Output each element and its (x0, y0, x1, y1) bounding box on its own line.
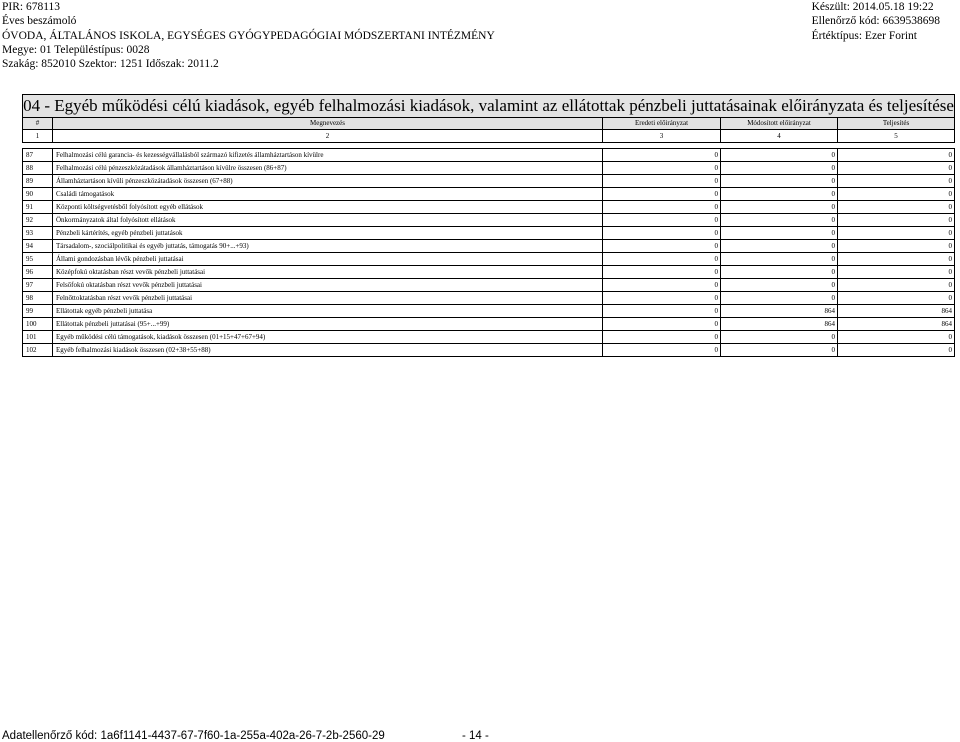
row-modified-value: 0 (721, 344, 838, 357)
row-original-value: 0 (603, 162, 721, 175)
row-original-value: 0 (603, 227, 721, 240)
row-modified-value: 0 (721, 201, 838, 214)
row-modified-value: 0 (721, 149, 838, 162)
row-modified-value: 0 (721, 266, 838, 279)
pir-id: PIR: 678113 (2, 1, 61, 13)
row-modified-value: 0 (721, 162, 838, 175)
row-number: 90 (23, 188, 53, 201)
row-number: 98 (23, 292, 53, 305)
row-modified-value: 0 (721, 227, 838, 240)
report-header-right (812, 0, 940, 43)
table-row (23, 162, 955, 175)
row-number: 94 (23, 240, 53, 253)
row-performance-value: 0 (838, 175, 955, 188)
column-index: 3 (603, 130, 721, 143)
row-modified-value: 864 (721, 305, 838, 318)
row-performance-value: 0 (838, 331, 955, 344)
table-row (23, 344, 955, 357)
row-number: 101 (23, 331, 53, 344)
value-type: Értéktípus: Ezer Forint (811, 29, 917, 42)
row-modified-value: 864 (721, 318, 838, 331)
row-name: Felhalmozási célú garancia- és kezességvállalásból származó kifizetés államháztartáson kívülre (53, 149, 603, 162)
row-number: 100 (23, 318, 53, 331)
row-number: 93 (23, 227, 53, 240)
row-performance-value: 0 (838, 162, 955, 175)
row-original-value: 0 (603, 292, 721, 305)
table-row (23, 201, 955, 214)
report-type: Éves beszámoló (2, 15, 77, 28)
row-name: Egyéb felhalmozási kiadások összesen (02+38+55+88) (53, 344, 603, 357)
report-table (22, 94, 955, 357)
row-number: 91 (23, 201, 53, 214)
row-performance-value: 0 (838, 253, 955, 266)
table-row (23, 266, 955, 279)
row-name: Felsőfokú oktatásban részt vevők pénzbeli juttatásai (53, 279, 603, 292)
column-index: 5 (838, 130, 955, 143)
table-row (23, 175, 955, 188)
row-performance-value: 0 (838, 344, 955, 357)
row-name: Középfokú oktatásban részt vevők pénzbeli juttatásai (53, 266, 603, 279)
created-date: Készült: 2014.05.18 19:22 (811, 1, 934, 13)
sector-info: Szakág: 852010 Szektor: 1251 Időszak: 2011.2 (2, 58, 219, 71)
row-name: Ellátottak egyéb pénzbeli juttatása (53, 305, 603, 318)
row-number: 96 (23, 266, 53, 279)
row-number: 88 (23, 162, 53, 175)
row-modified-value: 0 (721, 175, 838, 188)
table-row (23, 253, 955, 266)
row-original-value: 0 (603, 331, 721, 344)
row-number: 95 (23, 253, 53, 266)
table-title: 04 - Egyéb működési célú kiadások, egyéb felhalmozási kiadások, valamint az ellátottak pénzbeli juttatásainak előirányzata és teljesítése (23, 95, 955, 118)
column-header-modified: Módosított előirányzat (721, 118, 838, 130)
column-header-name: Megnevezés (53, 118, 603, 130)
row-performance-value: 864 (838, 318, 955, 331)
row-name: Önkormányzatok által folyósított ellátások (53, 214, 603, 227)
row-performance-value: 0 (838, 214, 955, 227)
row-performance-value: 0 (838, 240, 955, 253)
report-header-left (2, 0, 495, 71)
page-number: - 14 - (462, 730, 489, 742)
institution-name: ÓVODA, ÁLTALÁNOS ISKOLA, EGYSÉGES GYÓGYPEDAGÓGIAI MÓDSZERTANI INTÉZMÉNY (2, 29, 495, 42)
row-original-value: 0 (603, 318, 721, 331)
row-original-value: 0 (603, 266, 721, 279)
row-name: Államháztartáson kívüli pénzeszközátadások összesen (67+88) (53, 175, 603, 188)
row-name: Családi támogatások (53, 188, 603, 201)
row-name: Ellátottak pénzbeli juttatásai (95+...+99) (53, 318, 603, 331)
footer-check-code: Adatellenőrző kód: 1a6f1141-4437-67-7f60-1a-255a-402a-26-7-2b-2560-29 (2, 730, 385, 742)
row-performance-value: 0 (838, 266, 955, 279)
row-performance-value: 864 (838, 305, 955, 318)
report-table-wrapper (22, 94, 954, 357)
row-modified-value: 0 (721, 240, 838, 253)
table-title-row (23, 95, 955, 118)
column-header-row (23, 118, 955, 130)
row-modified-value: 0 (721, 292, 838, 305)
row-name: Felnőttoktatásban részt vevők pénzbeli juttatásai (53, 292, 603, 305)
row-modified-value: 0 (721, 188, 838, 201)
table-row (23, 214, 955, 227)
table-body (23, 149, 955, 357)
check-code: Ellenőrző kód: 6639538698 (811, 15, 940, 28)
row-number: 89 (23, 175, 53, 188)
row-original-value: 0 (603, 253, 721, 266)
column-header-num: # (23, 118, 53, 130)
row-performance-value: 0 (838, 279, 955, 292)
county-info: Megye: 01 Településtípus: 0028 (2, 43, 150, 56)
row-original-value: 0 (603, 344, 721, 357)
table-row (23, 149, 955, 162)
row-original-value: 0 (603, 188, 721, 201)
row-performance-value: 0 (838, 149, 955, 162)
row-modified-value: 0 (721, 331, 838, 344)
row-modified-value: 0 (721, 253, 838, 266)
row-name: Központi költségvetésből folyósított egyéb ellátások (53, 201, 603, 214)
row-performance-value: 0 (838, 227, 955, 240)
row-number: 87 (23, 149, 53, 162)
row-original-value: 0 (603, 149, 721, 162)
column-header-performance: Teljesítés (838, 118, 955, 130)
row-name: Pénzbeli kártérítés, egyéb pénzbeli juttatások (53, 227, 603, 240)
table-row (23, 279, 955, 292)
table-row (23, 331, 955, 344)
row-number: 102 (23, 344, 53, 357)
row-number: 92 (23, 214, 53, 227)
column-index: 4 (721, 130, 838, 143)
table-row (23, 227, 955, 240)
row-modified-value: 0 (721, 214, 838, 227)
row-performance-value: 0 (838, 201, 955, 214)
column-index-row (23, 130, 955, 143)
column-index: 1 (23, 130, 53, 143)
column-header-original: Eredeti előirányzat (603, 118, 721, 130)
table-row (23, 188, 955, 201)
row-name: Társadalom-, szociálpolitikai és egyéb juttatás, támogatás 90+...+93) (53, 240, 603, 253)
table-row (23, 318, 955, 331)
row-number: 97 (23, 279, 53, 292)
row-name: Felhalmozási célú pénzeszközátadások államháztartáson kívülre összesen (86+87) (53, 162, 603, 175)
row-original-value: 0 (603, 305, 721, 318)
row-original-value: 0 (603, 175, 721, 188)
row-name: Egyéb működési célú támogatások, kiadások összesen (01+15+47+67+94) (53, 331, 603, 344)
row-original-value: 0 (603, 279, 721, 292)
row-number: 99 (23, 305, 53, 318)
row-performance-value: 0 (838, 292, 955, 305)
row-original-value: 0 (603, 240, 721, 253)
column-index: 2 (53, 130, 603, 143)
table-row (23, 305, 955, 318)
row-performance-value: 0 (838, 188, 955, 201)
table-row (23, 292, 955, 305)
row-original-value: 0 (603, 201, 721, 214)
row-original-value: 0 (603, 214, 721, 227)
row-modified-value: 0 (721, 279, 838, 292)
row-name: Állami gondozásban lévők pénzbeli juttatásai (53, 253, 603, 266)
table-row (23, 240, 955, 253)
